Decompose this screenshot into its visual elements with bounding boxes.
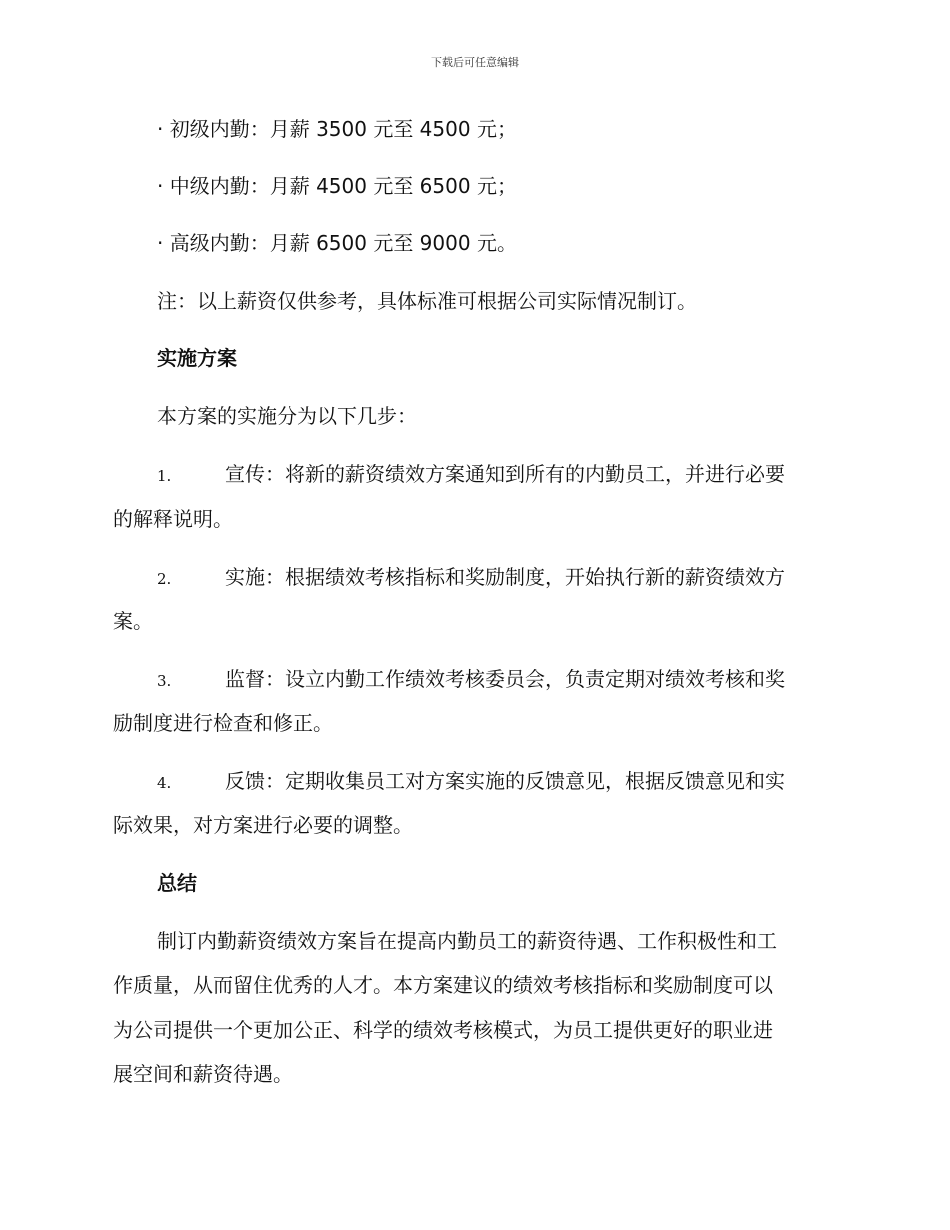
step-text: 反馈：定期收集员工对方案实施的反馈意见，根据反馈意见和实	[225, 769, 785, 793]
step-text-continued: 的解释说明。	[113, 507, 233, 531]
page-header: 下载后可任意编辑	[431, 56, 519, 69]
step-number: 4.	[157, 774, 172, 792]
step-text: 监督：设立内勤工作绩效考核委员会，负责定期对绩效考核和奖	[225, 667, 785, 691]
step-text-continued: 案。	[113, 609, 153, 633]
implementation-intro: 本方案的实施分为以下几步：	[157, 404, 417, 428]
summary-line: 作质量，从而留住优秀的人才。本方案建议的绩效考核指标和奖励制度可以	[113, 973, 773, 997]
section-heading-implementation: 实施方案	[157, 346, 237, 370]
step-text: 宣传：将新的薪资绩效方案通知到所有的内勤员工，并进行必要	[225, 462, 785, 486]
salary-level-senior: · 高级内勤：月薪 6500 元至 9000 元。	[157, 231, 517, 255]
step-number: 1.	[157, 467, 172, 485]
step-text-continued: 励制度进行检查和修正。	[113, 711, 333, 735]
summary-line: 为公司提供一个更加公正、科学的绩效考核模式，为员工提供更好的职业进	[113, 1018, 773, 1042]
step-text-continued: 际效果，对方案进行必要的调整。	[113, 813, 413, 837]
step-number: 3.	[157, 672, 172, 690]
step-text: 实施：根据绩效考核指标和奖励制度，开始执行新的薪资绩效方	[225, 565, 785, 589]
salary-level-mid: · 中级内勤：月薪 4500 元至 6500 元；	[157, 174, 517, 198]
step-number: 2.	[157, 570, 172, 588]
section-heading-summary: 总结	[157, 871, 197, 895]
salary-level-junior: · 初级内勤：月薪 3500 元至 4500 元；	[157, 117, 517, 141]
salary-note: 注：以上薪资仅供参考，具体标准可根据公司实际情况制订。	[157, 289, 697, 313]
summary-line: 展空间和薪资待遇。	[113, 1062, 293, 1086]
summary-line: 制订内勤薪资绩效方案旨在提高内勤员工的薪资待遇、工作积极性和工	[157, 929, 777, 953]
